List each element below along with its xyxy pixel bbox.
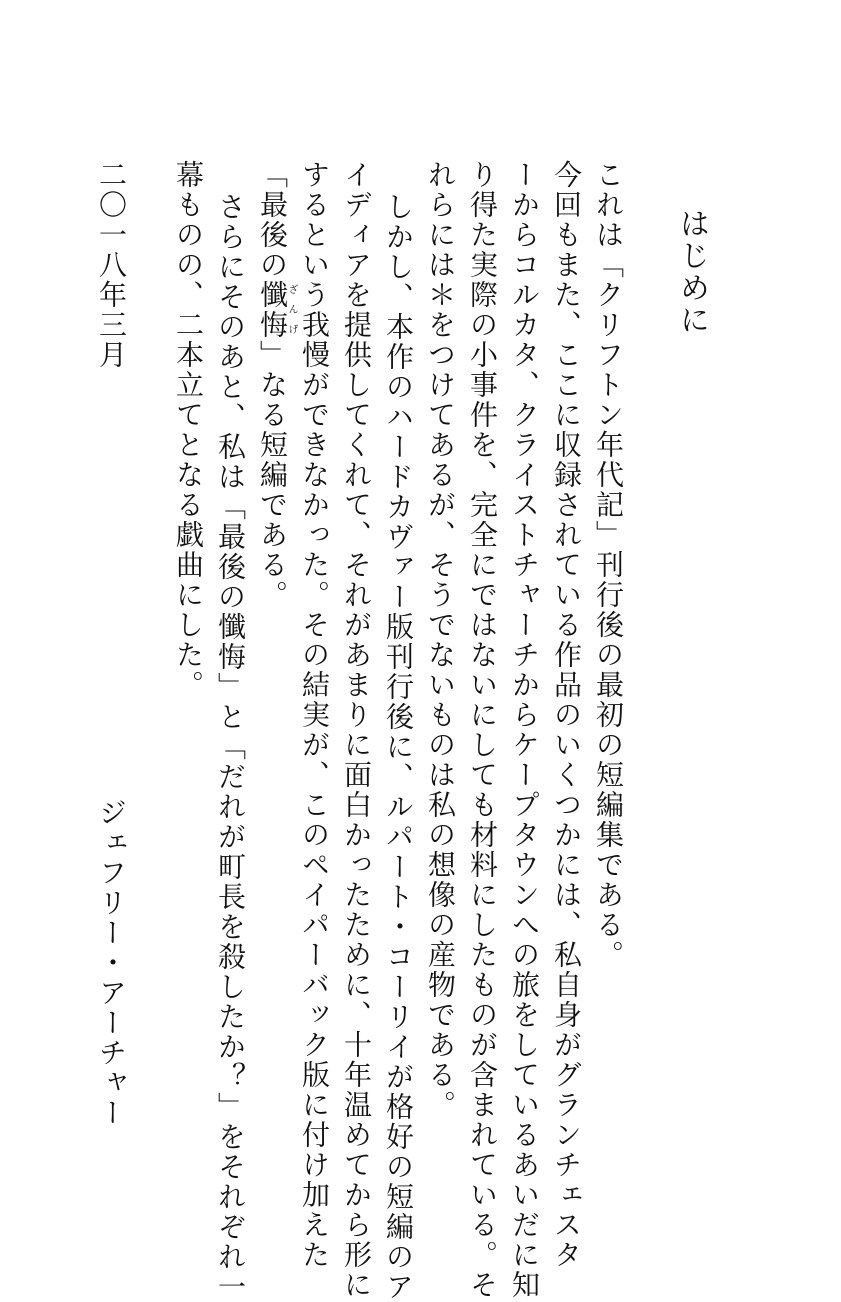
- ruby-reading: ざんげ: [286, 280, 297, 340]
- paragraph-line-3: ーからコルカタ、クライストチャーチからケープタウンへの旅をしているあいだに知: [508, 160, 541, 1300]
- date: 二〇一八年三月: [95, 160, 128, 370]
- paragraph-line-5: れらには＊をつけてあるが、そうでないものは私の想像の産物である。: [424, 160, 457, 1120]
- paragraph-line-7: イディアを提供してくれて、それがあまりに面白かったために、十年温めてから形に: [340, 160, 373, 1300]
- paragraph-line-6: しかし、本作のハードカヴァー版刊行後に、ルパート・コーリイが格好の短編のア: [382, 192, 415, 1302]
- author-signature: ジェフリー・アーチャー: [95, 798, 128, 1128]
- line-8-text: するという我慢ができなかった。その結実が、このペイパーバック版に付け加えた: [298, 160, 331, 1270]
- paragraph-line-8: [298, 160, 331, 1270]
- paragraph-line-4: り得た実際の小事件を、完全にではないにしても材料にしたものが含まれている。そ: [466, 160, 499, 1300]
- paragraph-line-9: 「最後の懺悔ざんげ」なる短編である。: [256, 160, 297, 610]
- paragraph-line-10: さらにそのあと、私は「最後の懺悔」と「だれが町長を殺したか？」をそれぞれ一: [214, 192, 247, 1302]
- page-title: はじめに: [674, 208, 709, 336]
- ruby-annotation: 懺悔ざんげ: [256, 280, 297, 340]
- paragraph-line-11: 幕ものの、二本立てとなる戯曲にした。: [172, 160, 205, 700]
- paragraph-line-2: 今回もまた、ここに収録されている作品のいくつかには、私自身がグランチェスタ: [550, 160, 583, 1270]
- paragraph-line-1: これは「クリフトン年代記」刊行後の最初の短編集である。: [592, 160, 625, 970]
